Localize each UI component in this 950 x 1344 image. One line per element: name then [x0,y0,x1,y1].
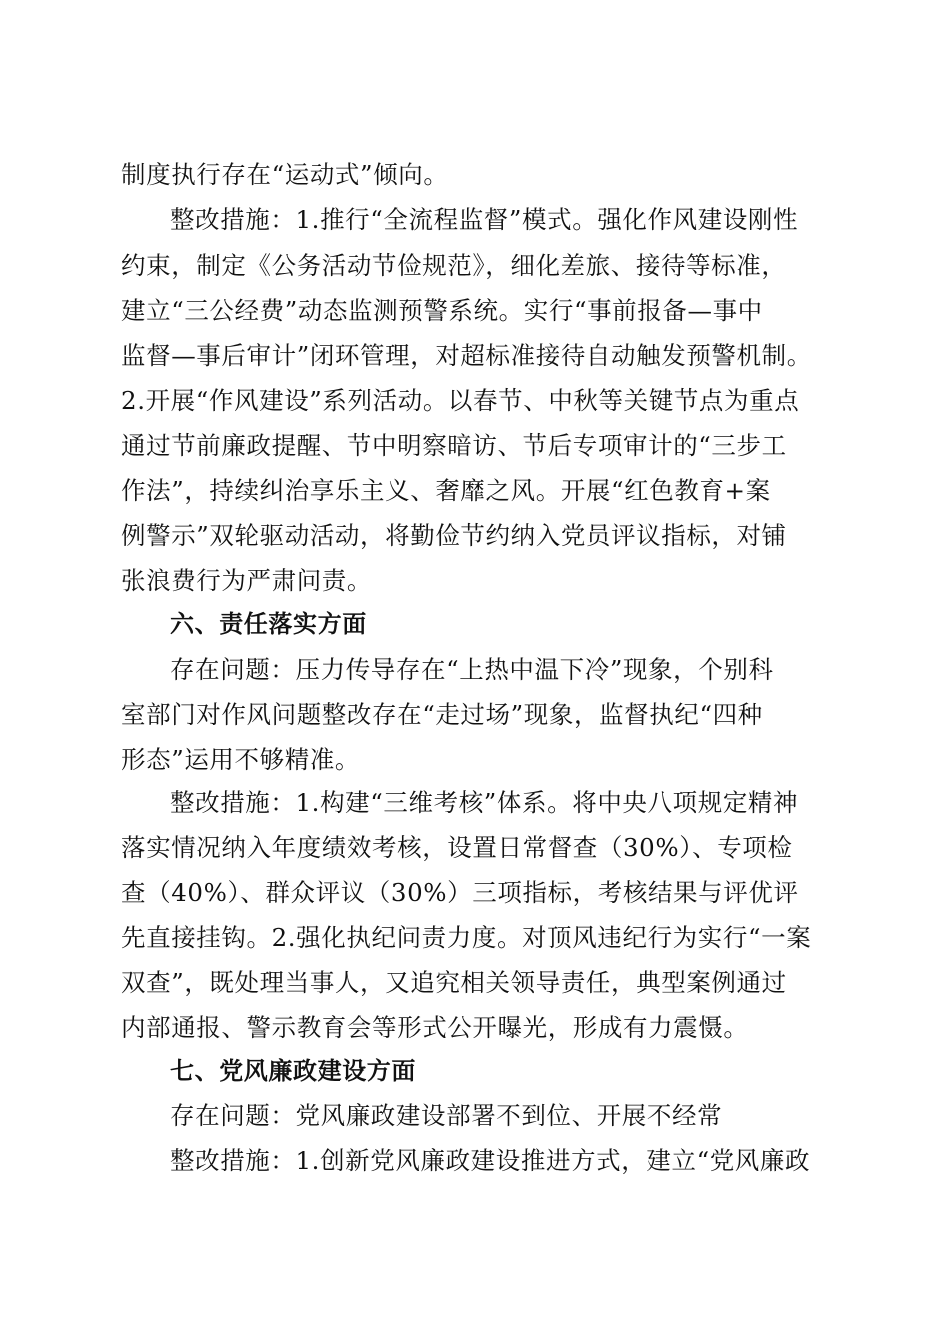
section-heading: 六、责任落实方面 [170,610,367,638]
paragraph-line: 先直接挂钩。2.强化执纪问责力度。对顶风违纪行为实行“一案 [121,923,812,952]
paragraph-line: 约束，制定《公务活动节俭规范》，细化差旅、接待等标准， [121,251,787,280]
paragraph-line: 监督—事后审计”闭环管理，对超标准接待自动触发预警机制。 [121,341,812,370]
paragraph-line: 例警示”双轮驱动活动，将勤俭节约纳入党员评议指标，对铺 [121,521,787,550]
paragraph-line: 室部门对作风问题整改存在“走过场”现象，监督执纪“四种 [121,700,763,729]
paragraph-line: 通过节前廉政提醒、节中明察暗访、节后专项审计的“三步工 [121,431,787,460]
paragraph-line: 内部通报、警示教育会等形式公开曝光，形成有力震慑。 [121,1013,749,1042]
paragraph-line: 整改措施：1.构建“三维考核”体系。将中央八项规定精神 [170,788,799,817]
paragraph-line: 制度执行存在“运动式”倾向。 [121,160,449,189]
paragraph-line: 作法”，持续纠治享乐主义、奢靡之风。开展“红色教育+案 [121,476,771,505]
paragraph-line: 2.开展“作风建设”系列活动。以春节、中秋等关键节点为重点 [121,386,800,415]
paragraph-line: 形态”运用不够精准。 [121,745,361,774]
paragraph-line: 整改措施：1.推行“全流程监督”模式。强化作风建设刚性 [170,205,799,234]
paragraph-line: 存在问题：压力传导存在“上热中温下冷”现象，个别科 [170,655,774,684]
paragraph-line: 双查”，既处理当事人，又追究相关领导责任，典型案例通过 [121,968,787,997]
paragraph-line: 查（40%）、群众评议（30%）三项指标，考核结果与评优评 [121,878,799,907]
paragraph-line: 整改措施：1.创新党风廉政建设推进方式，建立“党风廉政 [170,1146,811,1175]
paragraph-line: 建立“三公经费”动态监测预警系统。实行“事前报备—事中 [121,296,763,325]
section-heading: 七、党风廉政建设方面 [170,1057,416,1085]
paragraph-line: 张浪费行为严肃问责。 [121,566,372,595]
paragraph-line: 落实情况纳入年度绩效考核，设置日常督查（30%）、专项检 [121,833,793,862]
paragraph-line: 存在问题：党风廉政建设部署不到位、开展不经常 [170,1101,723,1130]
